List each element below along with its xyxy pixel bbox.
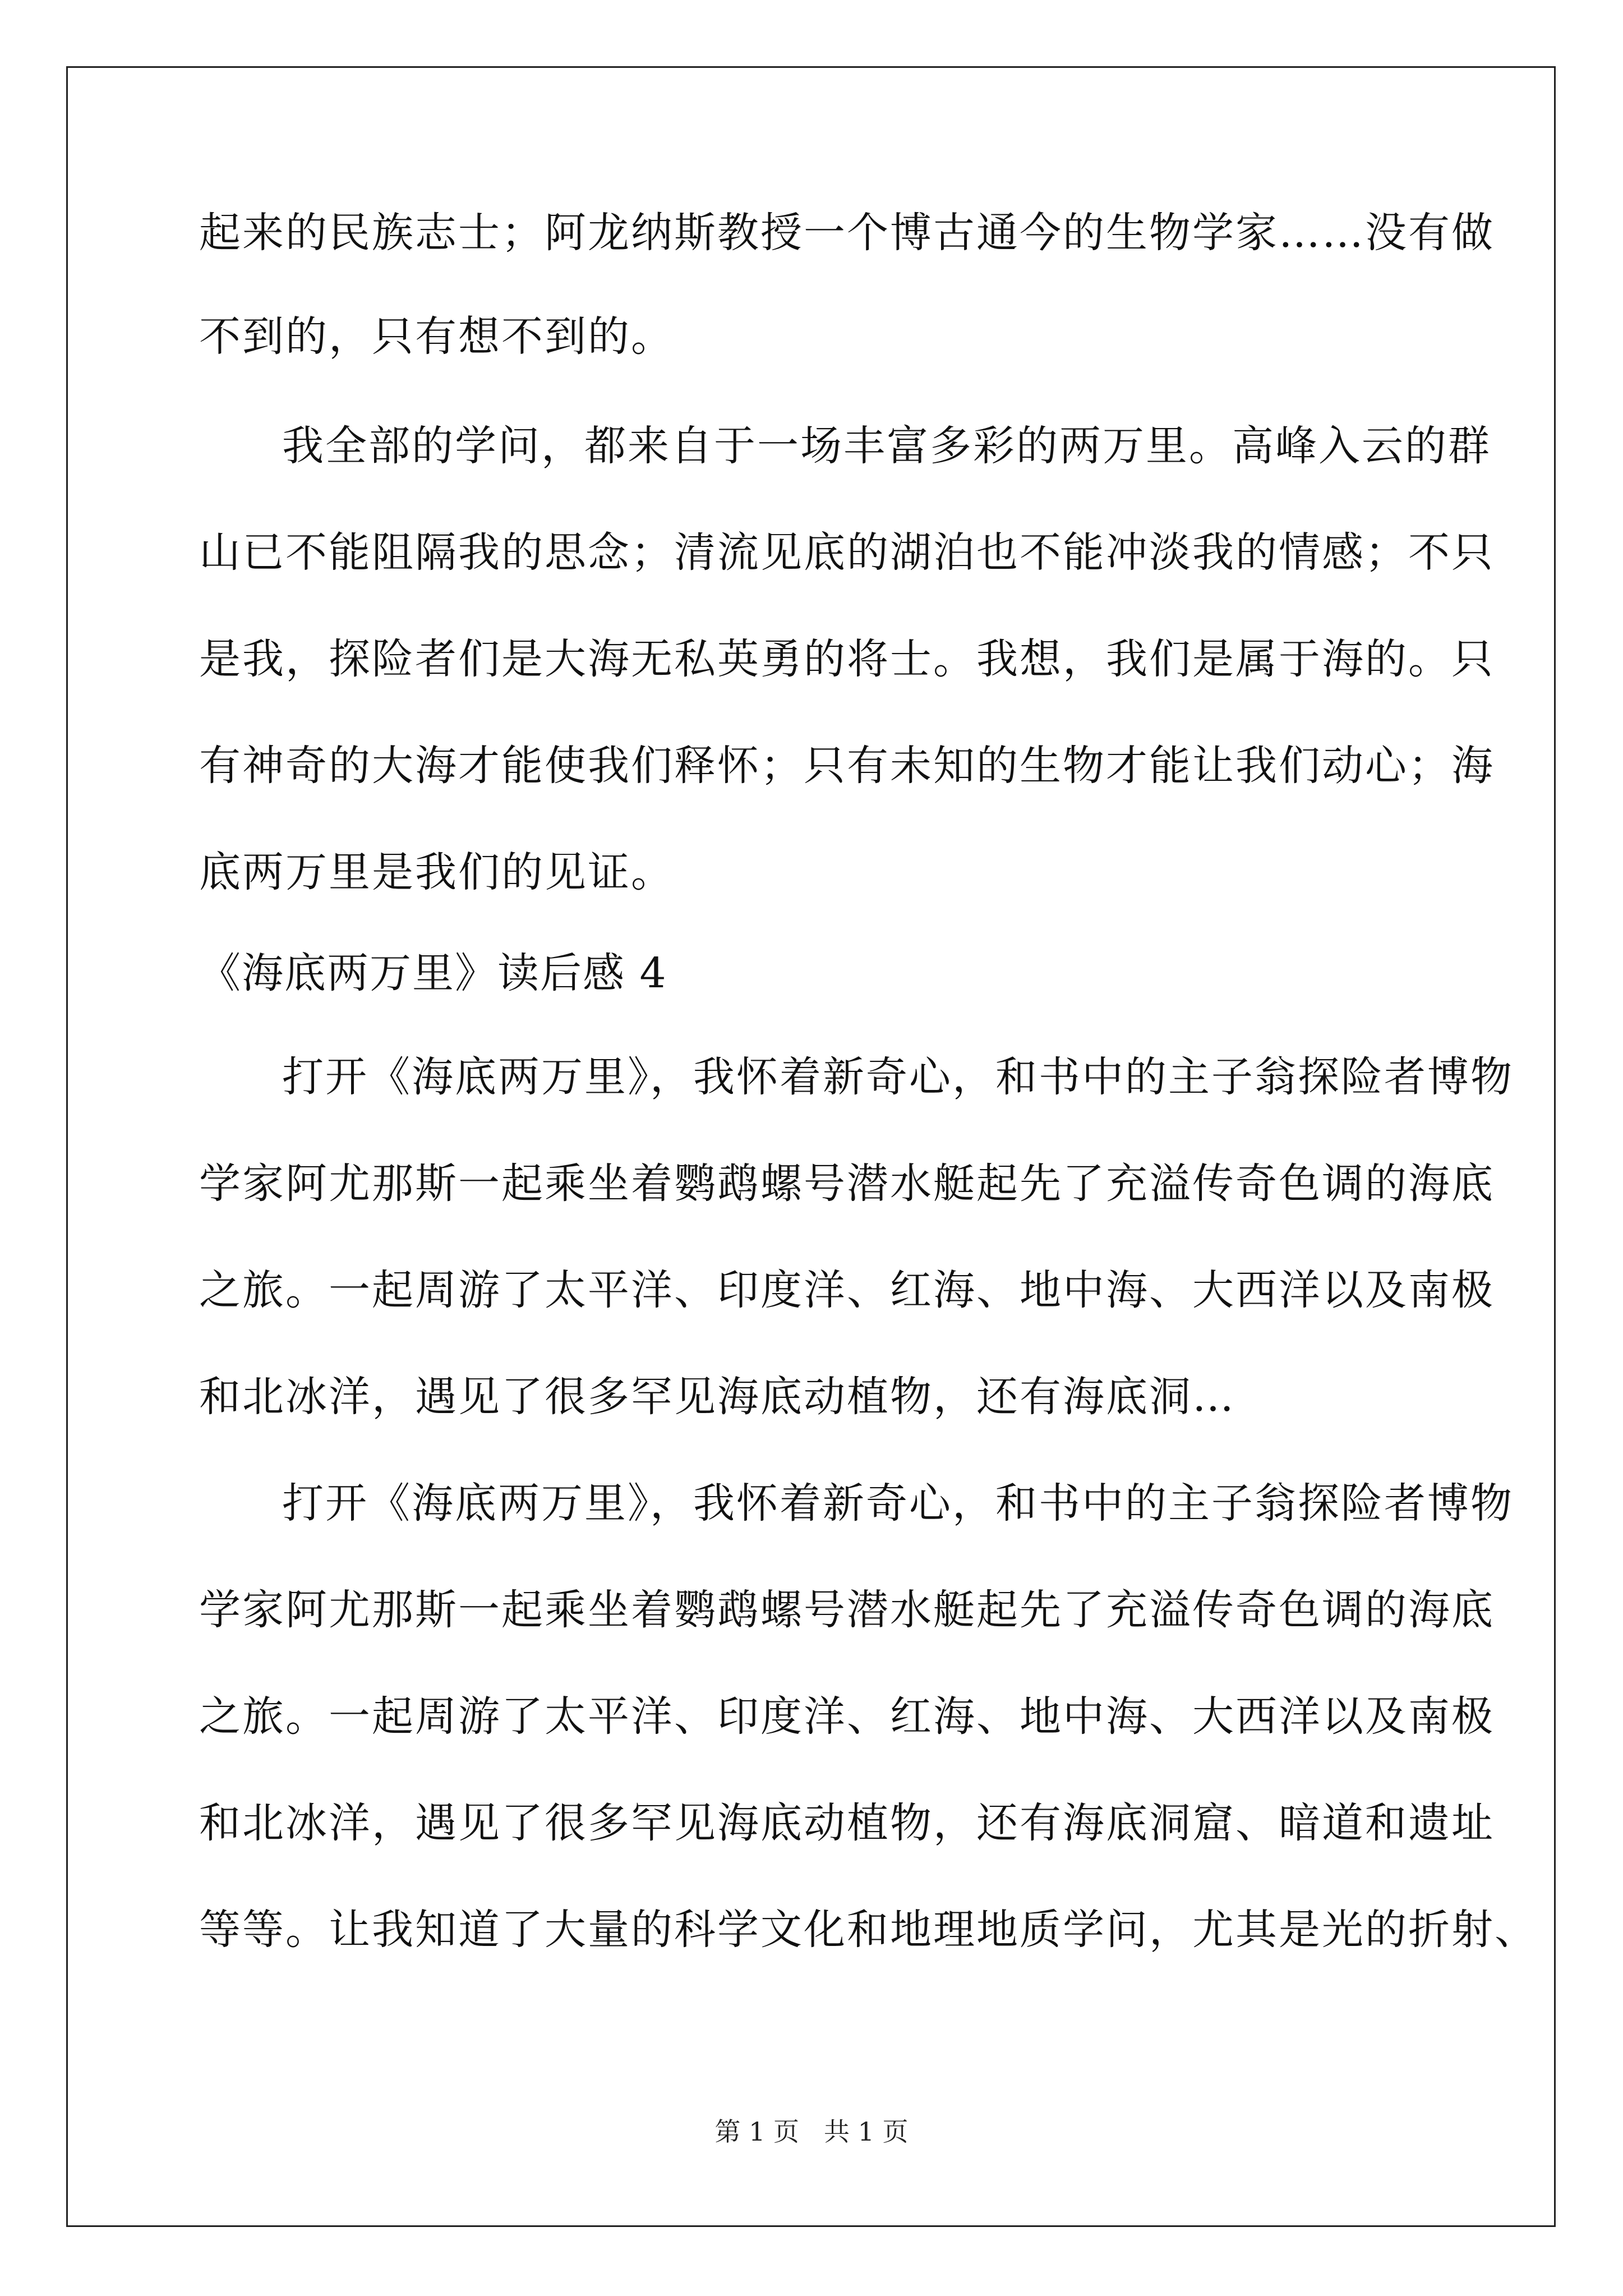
paragraph-line: 我全部的学问，都来自于一场丰富多彩的两万里。高峰入云的群 [282,422,1491,470]
paragraph-line: 学家阿尤那斯一起乘坐着鹦鹉螺号潜水艇起先了充溢传奇色调的海底 [199,1159,1495,1208]
paragraph-line: 山已不能阻隔我的思念；清流见底的湖泊也不能冲淡我的情感；不只 [199,528,1495,577]
page-total: 共 1 页 [824,2116,909,2147]
paragraph-line: 和北冰洋，遇见了很多罕见海底动植物，还有海底洞窟、暗道和遗址 [199,1799,1495,1847]
section-heading: 《海底两万里》读后感 4 [199,949,667,997]
paragraph-line: 之旅。一起周游了太平洋、印度洋、红海、地中海、大西洋以及南极 [199,1692,1495,1741]
paragraph-line: 和北冰洋，遇见了很多罕见海底动植物，还有海底洞… [199,1373,1235,1421]
paragraph-line: 学家阿尤那斯一起乘坐着鹦鹉螺号潜水艇起先了充溢传奇色调的海底 [199,1586,1495,1634]
paragraph-line: 打开《海底两万里》，我怀着新奇心，和书中的主子翁探险者博物 [282,1479,1514,1527]
paragraph-line: 打开《海底两万里》，我怀着新奇心，和书中的主子翁探险者博物 [282,1053,1514,1101]
paragraph-line: 底两万里是我们的见证。 [199,848,674,896]
paragraph-line: 是我，探险者们是大海无私英勇的将士。我想，我们是属于海的。只 [199,635,1495,683]
paragraph-line: 有神奇的大海才能使我们释怀；只有未知的生物才能让我们动心；海 [199,742,1495,790]
paragraph-line: 等等。让我知道了大量的科学文化和地理地质学问，尤其是光的折射、 [199,1906,1538,1954]
paragraph-line: 不到的，只有想不到的。 [199,312,674,361]
page-number: 第 1 页 [714,2116,799,2147]
paragraph-line: 起来的民族志士；阿龙纳斯教授一个博古通今的生物学家……没有做 [199,209,1495,257]
paragraph-line: 之旅。一起周游了太平洋、印度洋、红海、地中海、大西洋以及南极 [199,1266,1495,1314]
page-footer [0,2115,1623,2148]
